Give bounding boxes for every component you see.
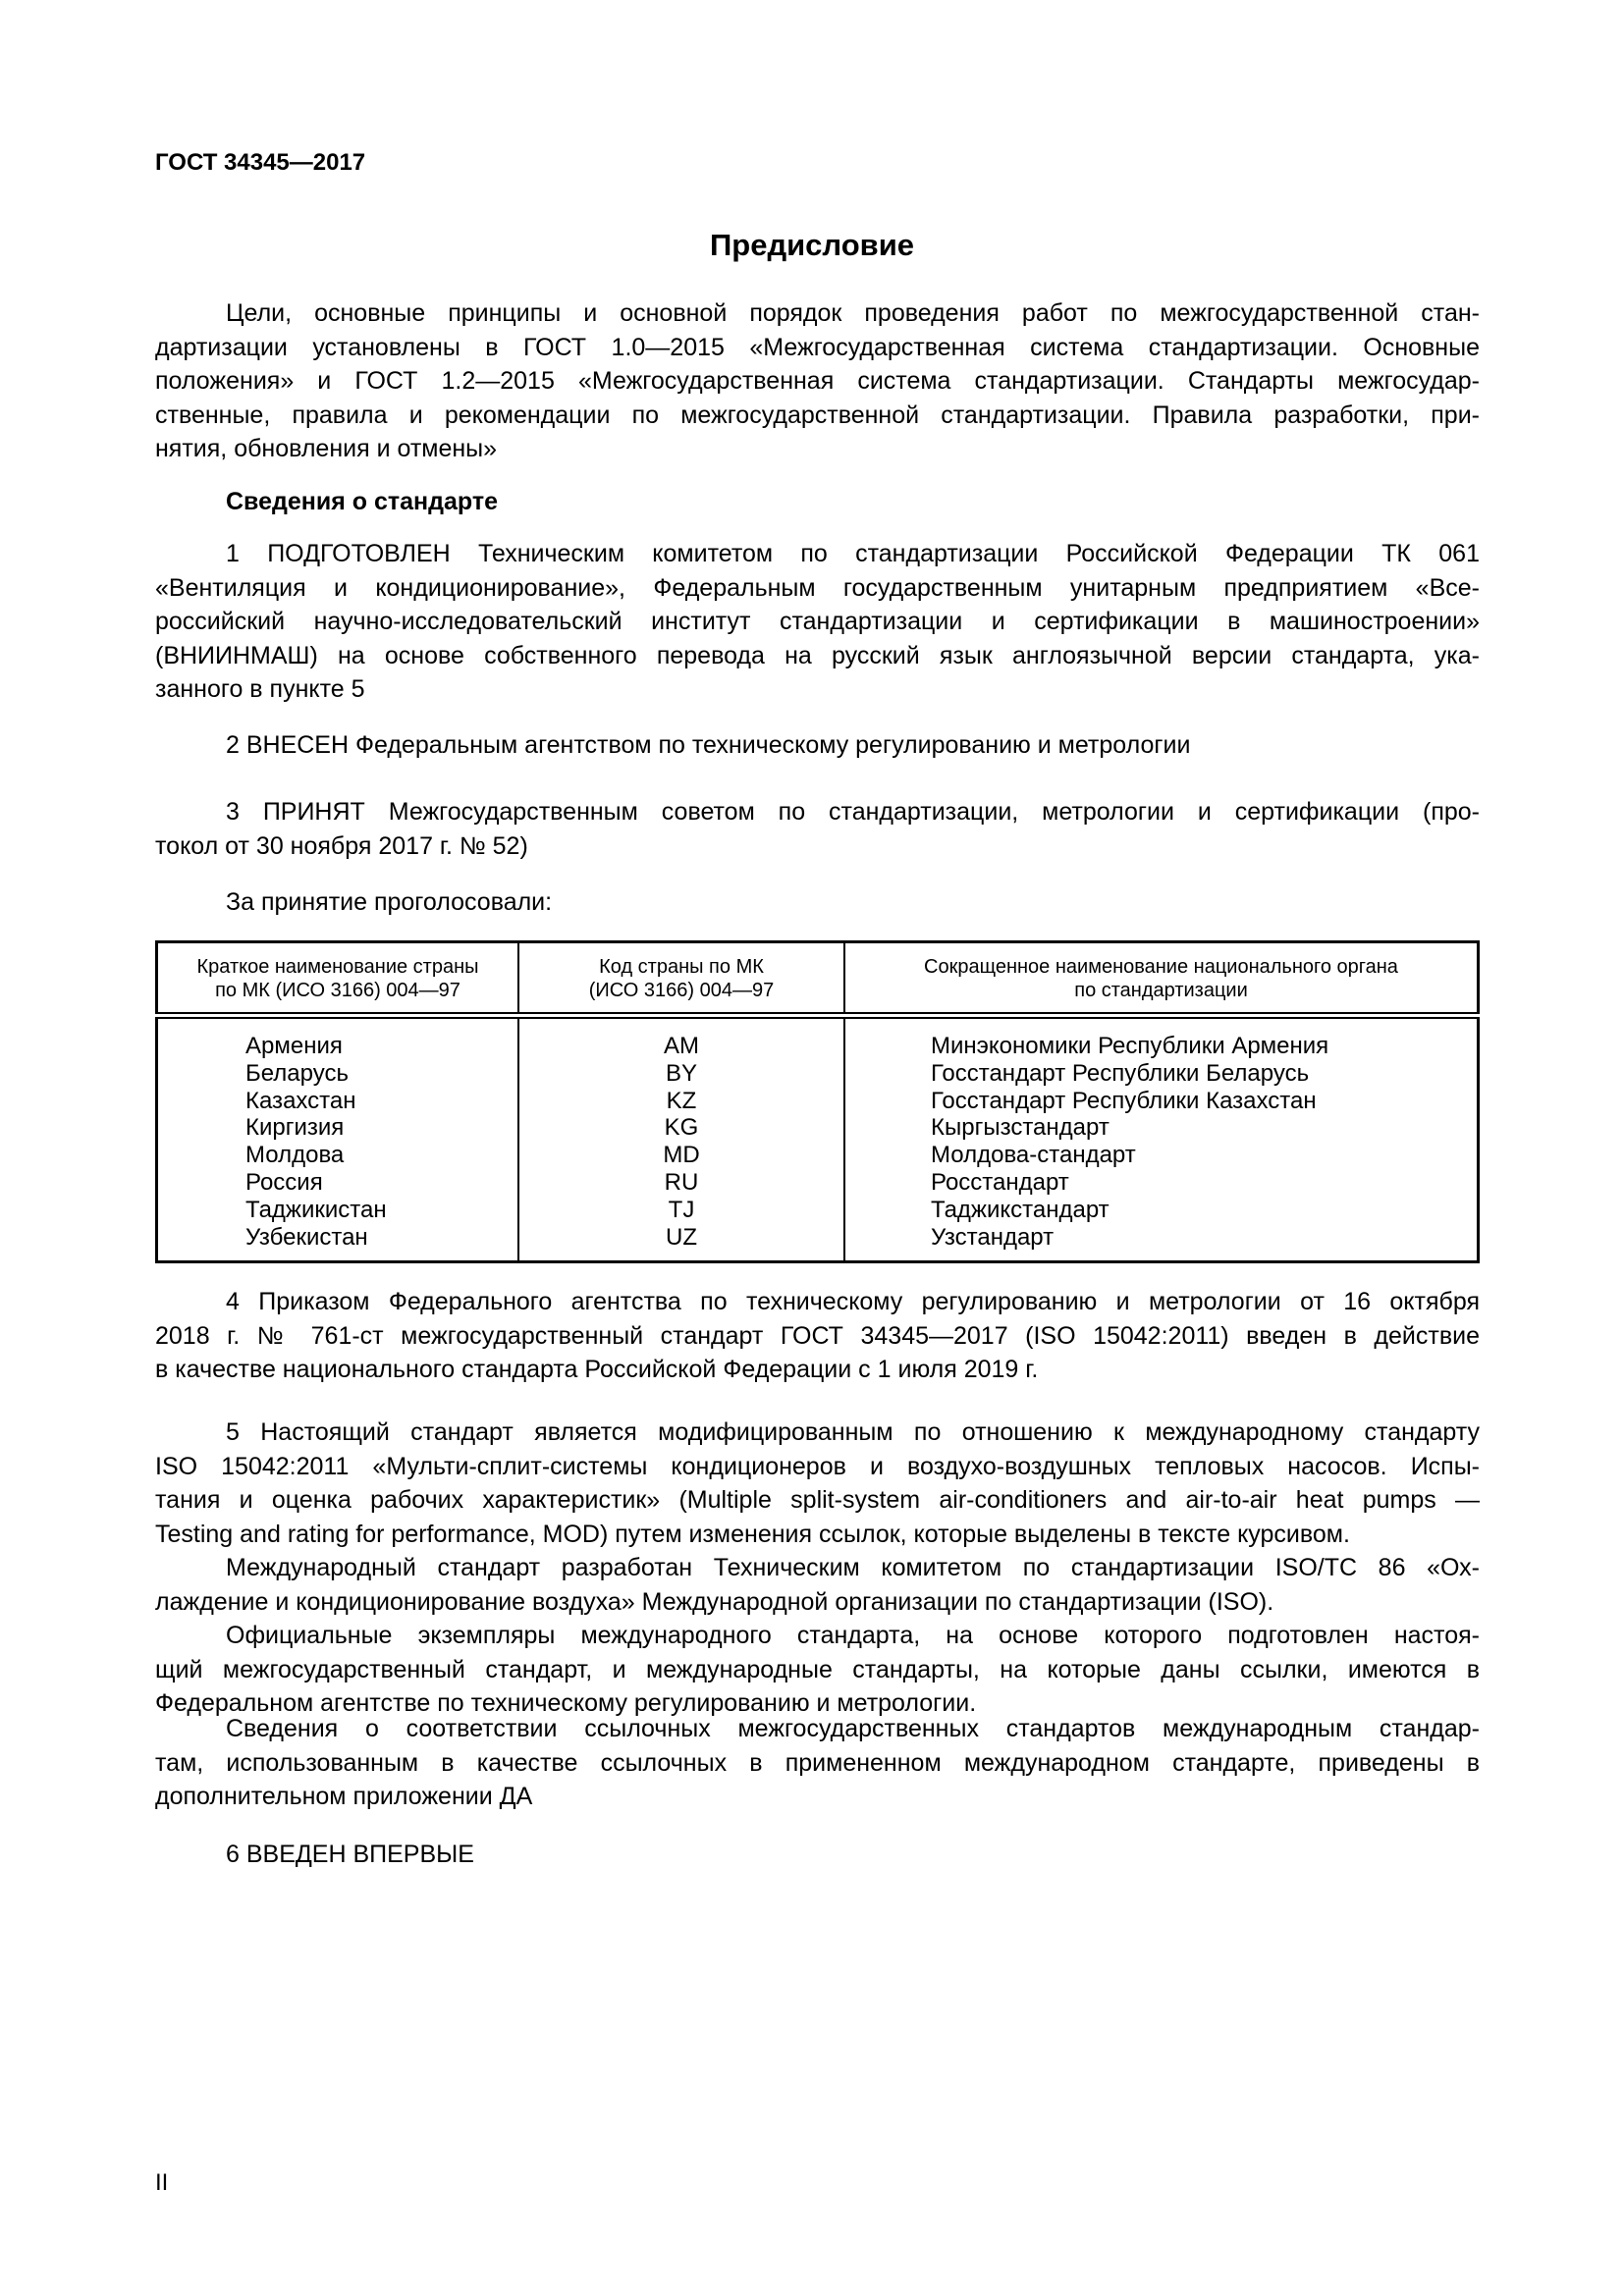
section-heading: [155, 485, 1480, 519]
standards-body-cell: Госстандарт Республики Беларусь: [931, 1059, 1310, 1087]
page-title: Предисловие: [709, 228, 914, 262]
text-line: нятия, обновления и отмены»: [155, 435, 498, 463]
text-line: «Вентиляция и кондиционирование», Федеральным государственным унитарным предприятием «Все-: [155, 573, 1480, 602]
country-code-cell: MD: [518, 1142, 844, 1169]
text-line: 5 Настоящий стандарт является модифицированным по отношению к международному стандарту: [226, 1418, 1480, 1446]
country-name-cell: Узбекистан: [157, 1224, 519, 1252]
country-name-cell: Молдова: [157, 1142, 519, 1169]
text-line: токол от 30 ноября 2017 г. № 52): [155, 831, 528, 860]
paragraph-item-5-copies: [155, 1619, 1480, 1721]
column-header-body: Сокращенное наименование национального органа по стандартизации: [844, 942, 1479, 1016]
table-row: [157, 1169, 1479, 1197]
text-line: дополнительном приложении ДА: [155, 1783, 533, 1811]
text-line: Сведения о соответствии ссылочных межгосударственных стандартов международным стандар-: [226, 1715, 1480, 1742]
standards-body-cell: Росстандарт: [931, 1168, 1069, 1196]
standards-body-cell: Молдова-стандарт: [931, 1142, 1136, 1169]
column-header-country: Краткое наименование страны по МК (ИСО 3166) 004—97: [157, 942, 519, 1016]
text-line: Цели, основные принципы и основной порядок проведения работ по межгосударственной стан-: [226, 299, 1480, 327]
table-row: [157, 1197, 1479, 1224]
text-line: 2018 г. № 761-ст межгосударственный стандарт ГОСТ 34345—2017 (ISO 15042:2011) введен в действие: [155, 1321, 1480, 1350]
standards-body-cell: Госстандарт Республики Казахстан: [931, 1087, 1317, 1114]
paragraph-item-1: [155, 537, 1480, 707]
country-name-cell: Беларусь: [157, 1060, 519, 1088]
text-line: 1 ПОДГОТОВЛЕН Техническим комитетом по стандартизации Российской Федерации ТК 061: [226, 540, 1480, 567]
page-number: II: [155, 2169, 169, 2196]
text-line: занного в пункте 5: [155, 675, 365, 704]
text-line: 4 Приказом Федерального агентства по техническому регулированию и метрологии от 16 октября: [226, 1288, 1480, 1315]
text-line: ISO 15042:2011 «Мульти-сплит-системы кондиционеров и воздухо-воздушных тепловых насосов. Испы-: [155, 1452, 1480, 1480]
text-line: Сведения о стандарте: [226, 488, 499, 515]
country-name-cell: Россия: [157, 1169, 519, 1197]
country-code-cell: [518, 1016, 844, 1034]
text-line: там, использованным в качестве ссылочных в примененном международном стандарте, приведены в: [155, 1748, 1480, 1777]
paragraph-item-5-references: [155, 1712, 1480, 1814]
country-code-cell: KG: [518, 1114, 844, 1142]
standards-body-cell: Минэкономики Республики Армения: [931, 1033, 1329, 1059]
country-code-cell: UZ: [518, 1224, 844, 1252]
paragraph-item-4: [155, 1285, 1480, 1387]
text-line: дартизации установлены в ГОСТ 1.0—2015 «Межгосударственная система стандартизации. Основные: [155, 333, 1480, 361]
standards-body-cell: Кыргызстандарт: [931, 1114, 1110, 1142]
country-name-cell: Таджикистан: [157, 1197, 519, 1224]
table-row: [157, 1033, 1479, 1060]
column-header-code: Код страны по МК (ИСО 3166) 004—97: [518, 942, 844, 1016]
text-line: Международный стандарт разработан Техническим комитетом по стандартизации ISO/TC 86 «Ох-: [226, 1554, 1480, 1581]
country-name-cell: [157, 1251, 519, 1262]
country-code-cell: AM: [518, 1033, 844, 1060]
country-code-cell: [518, 1251, 844, 1262]
text-line: положения» и ГОСТ 1.2—2015 «Межгосударственная система стандартизации. Стандарты межгосудар-: [155, 367, 1480, 396]
country-code-cell: BY: [518, 1060, 844, 1088]
text-line: Официальные экземпляры международного стандарта, на основе которого подготовлен настоя-: [226, 1622, 1480, 1649]
country-name-cell: Армения: [157, 1033, 519, 1060]
text-line: 3 ПРИНЯТ Межгосударственным советом по стандартизации, метрологии и сертификации (про-: [226, 798, 1480, 826]
table-row: [157, 1251, 1479, 1262]
country-name-cell: Киргизия: [157, 1114, 519, 1142]
text-line: ственные, правила и рекомендации по межгосударственной стандартизации. Правила разработки, при-: [155, 400, 1480, 429]
text-line: Testing and rating for performance, MOD) путем изменения ссылок, которые выделены в тексте курсивом.: [155, 1520, 1350, 1548]
document-id: ГОСТ 34345—2017: [155, 149, 366, 176]
standards-body-cell: [844, 1251, 1479, 1262]
table-row: [157, 1060, 1479, 1088]
table-row: [157, 1016, 1479, 1034]
standards-body-cell: Таджикстандарт: [931, 1196, 1110, 1223]
text-line: лаждение и кондиционирование воздуха» Международной организации по стандартизации (ISO).: [155, 1587, 1274, 1616]
paragraph-item-2: [155, 728, 1480, 763]
standards-body-cell: Узстандарт: [931, 1223, 1055, 1251]
country-name-cell: [157, 1016, 519, 1034]
paragraph-intro: [155, 296, 1480, 466]
text-line: За принятие проголосовали:: [226, 888, 553, 916]
paragraph-item-3: [155, 795, 1480, 863]
table-row: [157, 1224, 1479, 1252]
country-code-cell: RU: [518, 1169, 844, 1197]
text-line: щий межгосударственный стандарт, и международные стандарты, на которые даны ссылки, имеются в: [155, 1655, 1480, 1683]
country-name-cell: Казахстан: [157, 1088, 519, 1115]
text-line: 6 ВВЕДЕН ВПЕРВЫЕ: [226, 1841, 474, 1868]
table-header-row: [157, 942, 1479, 1016]
text-line: 2 ВНЕСЕН Федеральным агентством по техническому регулированию и метрологии: [226, 731, 1191, 759]
table-row: [157, 1088, 1479, 1115]
text-line: (ВНИИНМАШ) на основе собственного перевода на русский язык англоязычной версии стандарта, ука-: [155, 641, 1480, 669]
table-row: [157, 1142, 1479, 1169]
paragraph-item-5-tc: [155, 1551, 1480, 1619]
country-code-cell: KZ: [518, 1088, 844, 1115]
text-line: тания и оценка рабочих характеристик» (Multiple split-system air-conditioners and air-to-air heat pumps —: [155, 1486, 1480, 1515]
text-line: российский научно-исследовательский институт стандартизации и сертификации в машиностроении»: [155, 608, 1480, 636]
paragraph-item-6: [155, 1838, 1480, 1872]
table-row: [157, 1114, 1479, 1142]
paragraph-voted: [155, 885, 1480, 920]
text-line: в качестве национального стандарта Российской Федерации с 1 июля 2019 г.: [155, 1356, 1039, 1384]
country-code-cell: TJ: [518, 1197, 844, 1224]
paragraph-item-5: [155, 1415, 1480, 1551]
voting-countries-table: [155, 940, 1480, 1263]
text-line: Федеральном агентстве по техническому регулированию и метрологии.: [155, 1689, 977, 1718]
standards-body-cell: [844, 1016, 1479, 1034]
